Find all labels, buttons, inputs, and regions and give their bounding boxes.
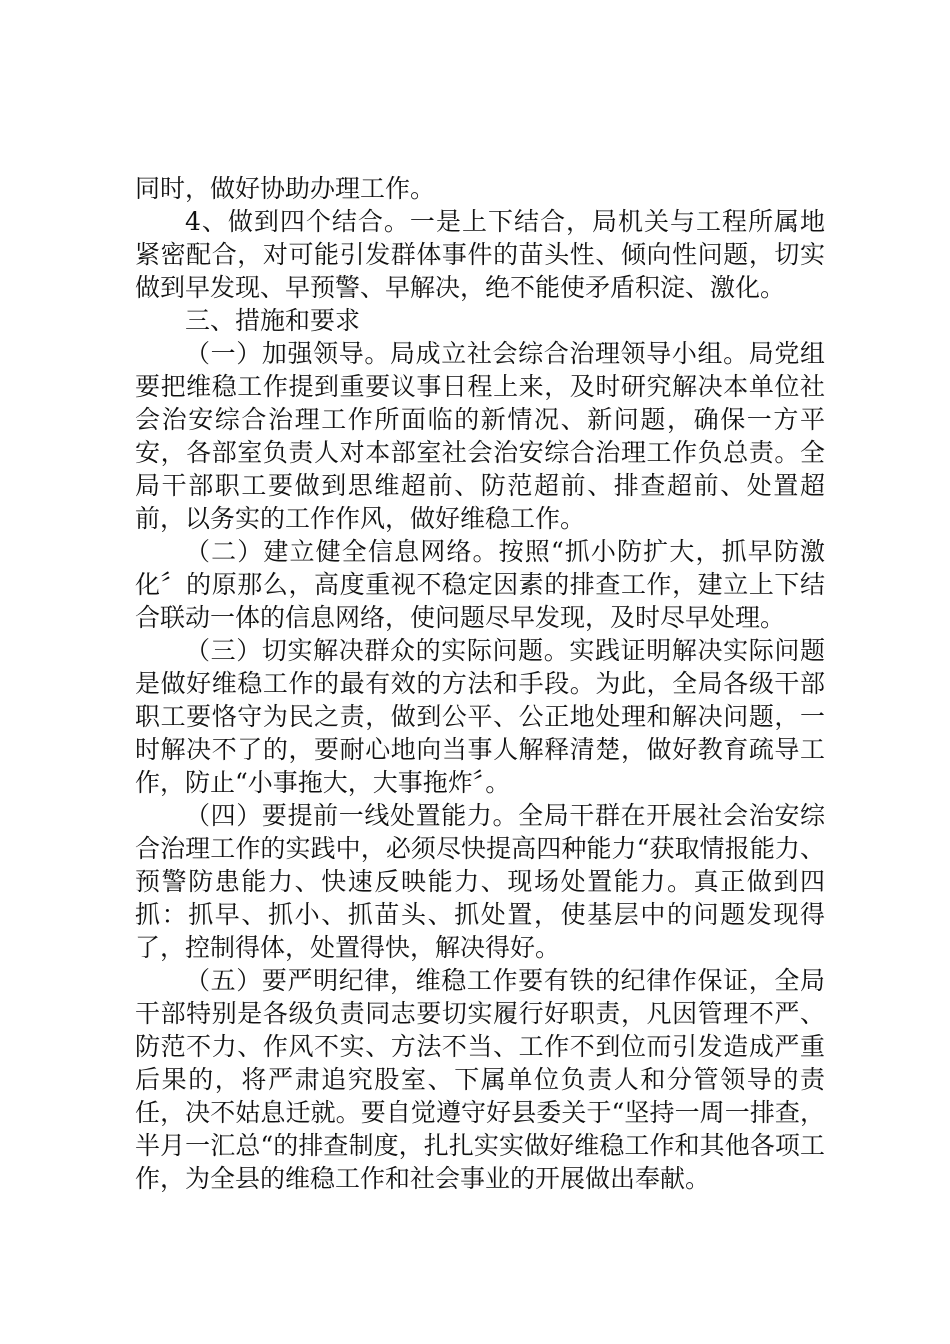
paragraph-four-combinations: 4、做到四个结合。一是上下结合，局机关与工程所属地紧密配合，对可能引发群体事件的苗头性、倾向性问题，切实做到早发现、早预警、早解决，绝不能使矛盾积淀、激化。 bbox=[135, 207, 825, 302]
paragraph-measure-1: （一）加强领导。局成立社会综合治理领导小组。局党组要把维稳工作提到重要议事日程上来，及时研究解决本单位社会治安综合治理工作所面临的新情况、新问题，确保一方平安，各部室负责人对本部室社会治安综合治理工作负总责。全局干部职工要做到思维超前、防范超前、排查超前、处置超前，以务实的工作作风，做好维稳工作。 bbox=[135, 339, 825, 533]
section-heading-measures: 三、措施和要求 bbox=[185, 306, 361, 335]
document-body bbox=[135, 172, 825, 1195]
paragraph-continuation: 同时，做好协助办理工作。 bbox=[135, 174, 436, 203]
paragraph-measure-2: （二）建立健全信息网络。按照“抓小防扩大，抓早防激化〞的原那么，高度重视不稳定因素的排查工作，建立上下结合联动一体的信息网络，使问题尽早发现，及时尽早处理。 bbox=[135, 537, 825, 632]
paragraph-measure-3: （三）切实解决群众的实际问题。实践证明解决实际问题是做好维稳工作的最有效的方法和手段。为此，全局各级干部职工要恪守为民之责，做到公平、公正地处理和解决问题，一时解决不了的，要耐心地向当事人解释清楚，做好教育疏导工作，防止“小事拖大，大事拖炸〞。 bbox=[135, 636, 825, 797]
paragraph-measure-4: （四）要提前一线处置能力。全局干群在开展社会治安综合治理工作的实践中，必须尽快提高四种能力“获取情报能力、预警防患能力、快速反映能力、现场处置能力。真正做到四抓：抓早、抓小、抓苗头、抓处置，使基层中的问题发现得了，控制得体，处置得快，解决得好。 bbox=[135, 801, 825, 962]
paragraph-measure-5: （五）要严明纪律，维稳工作要有铁的纪律作保证，全局干部特别是各级负责同志要切实履行好职责，凡因管理不严、防范不力、作风不实、方法不当、工作不到位而引发造成严重后果的，将严肃追究股室、下属单位负责人和分管领导的责任，决不姑息迁就。要自觉遵守好县委关于“坚持一周一排查，半月一汇总“的排查制度，扎扎实实做好维稳工作和其他各项工作，为全县的维稳工作和社会事业的开展做出奉献。 bbox=[135, 966, 825, 1193]
